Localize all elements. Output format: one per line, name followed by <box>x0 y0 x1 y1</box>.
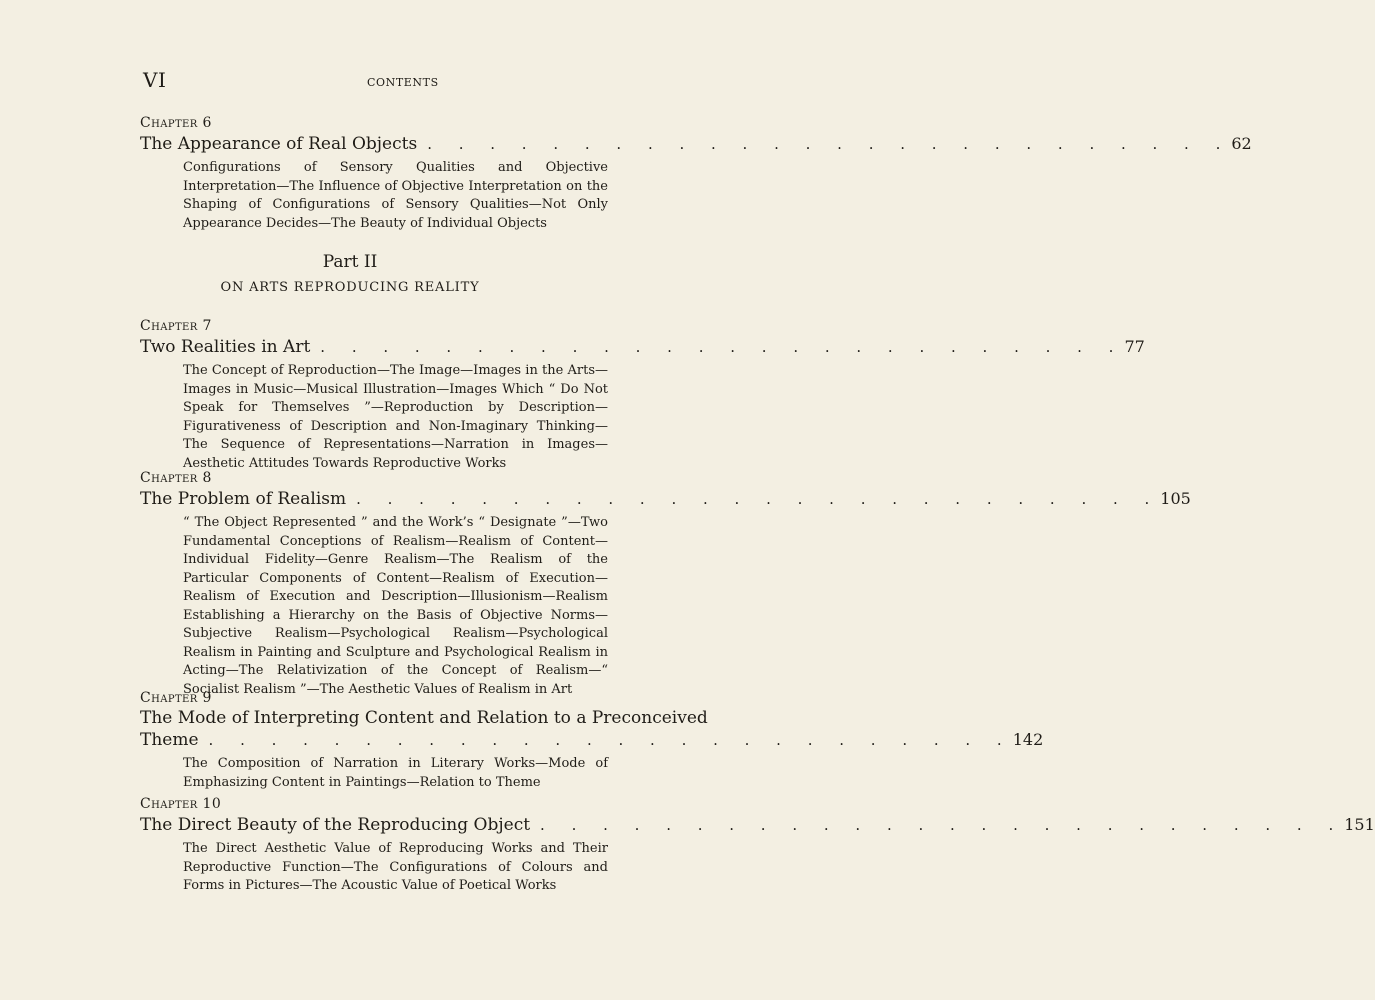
chapter-title-row <box>140 729 1044 751</box>
chapter-title: Two Realities in Art <box>140 337 311 357</box>
dot-leaders: . . . . . . . . . . . . . . . . . . . . . . . . . . <box>356 490 1161 508</box>
chapter-title: The Appearance of Real Objects <box>140 134 418 154</box>
chapter-page-number: 62 <box>1231 134 1252 153</box>
chapter-label: Chapter 9 <box>140 690 212 706</box>
dot-leaders: . . . . . . . . . . . . . . . . . . . . . . . . . . <box>208 731 1013 749</box>
chapter-page-number: 151 <box>1344 815 1375 834</box>
chapter-description: The Concept of Reproduction—The Image—Images in the Arts—Images in Music—Musical Illustration—Images Which “ Do Not Speak for Themselves ”—Reproduction by Description—Figurativeness of Description and Non-Imaginary Thinking—The Sequence of Representations—Narration in Images—Aesthetic Attitudes Towards Reproductive Works <box>183 363 608 471</box>
chapter-title-continuation: Theme <box>140 730 199 750</box>
chapter-description: “ The Object Represented ” and the Work’s “ Designate ”—Two Fundamental Conceptions of Realism—Realism of Content—Individual Fidelity—Genre Realism—The Realism of the Particular Components of Content—Realism of Execution—Realism of Execution and Description—Illusionism—Realism Establishing a Hierarchy on the Basis of Objective Norms—Subjective Realism—Psychological Realism—Psychological Realism in Painting and Sculpture and Psychological Realism in Acting—The Relativization of the Concept of Realism—“ Socialist Realism ”—The Aesthetic Values of Realism in Art <box>183 515 608 697</box>
dot-leaders: . . . . . . . . . . . . . . . . . . . . . . . . . . <box>540 816 1345 834</box>
chapter-8-entry <box>140 470 1191 699</box>
chapter-label: Chapter 8 <box>140 470 212 486</box>
chapter-page-number: 105 <box>1160 489 1191 508</box>
chapter-title-row <box>140 133 1252 155</box>
chapter-description: The Direct Aesthetic Value of Reproducing Works and Their Reproductive Function—The Configurations of Colours and Forms in Pictures—The Acoustic Value of Poetical Works <box>183 841 608 893</box>
chapter-title-row <box>140 488 1191 510</box>
chapter-description: Configurations of Sensory Qualities and Objective Interpretation—The Influence of Objective Interpretation on the Shaping of Configurations of Sensory Qualities—Not Only Appearance Decides—The Beauty of Individual Objects <box>183 160 608 231</box>
chapter-description: The Composition of Narration in Literary Works—Mode of Emphasizing Content in Paintings—Relation to Theme <box>183 756 608 790</box>
chapter-page-number: 142 <box>1012 730 1044 749</box>
dot-leaders: . . . . . . . . . . . . . . . . . . . . . . . . . . <box>427 135 1232 153</box>
chapter-title: The Direct Beauty of the Reproducing Object <box>140 815 531 835</box>
part-title: Part II <box>322 252 378 272</box>
chapter-title-row <box>140 336 1145 358</box>
chapter-10-entry <box>140 796 1375 896</box>
dot-leaders: . . . . . . . . . . . . . . . . . . . . . . . . . . <box>320 338 1125 356</box>
chapter-6-entry <box>140 115 1252 233</box>
chapter-page-number: 77 <box>1124 337 1145 356</box>
chapter-label: Chapter 10 <box>140 796 222 812</box>
chapter-7-entry <box>140 318 1145 473</box>
chapter-title: The Mode of Interpreting Content and Relation to a Preconceived <box>140 708 708 728</box>
chapter-title-line-1 <box>140 708 708 729</box>
page-number-roman: VI <box>143 68 167 92</box>
chapter-title-row <box>140 814 1375 836</box>
part-subtitle: ON ARTS REPRODUCING REALITY <box>220 280 480 295</box>
chapter-9-entry <box>140 690 1044 792</box>
running-header: CONTENTS <box>367 76 439 89</box>
chapter-label: Chapter 7 <box>140 318 212 334</box>
chapter-label: Chapter 6 <box>140 115 212 131</box>
chapter-title: The Problem of Realism <box>140 489 347 509</box>
